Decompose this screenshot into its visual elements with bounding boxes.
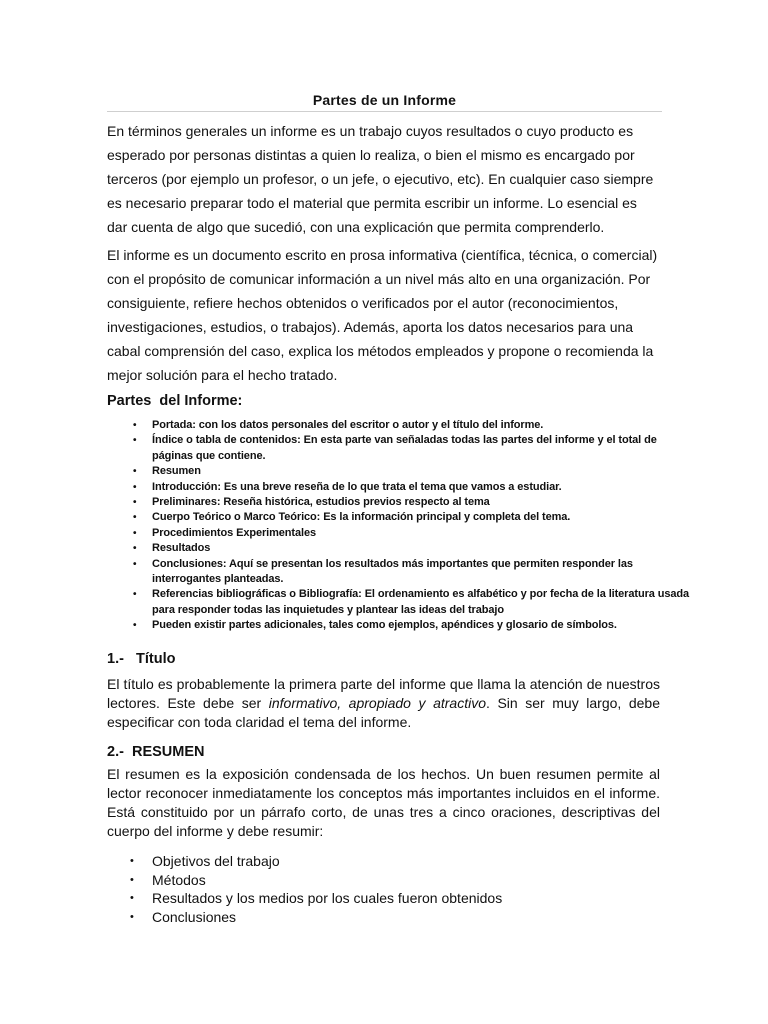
- parts-list-item-text: Preliminares: Reseña histórica, estudios previos respecto al tema: [152, 496, 490, 509]
- summary-list-item-text: Conclusiones: [152, 909, 237, 926]
- parts-list-item-text: Pueden existir partes adicionales, tales como ejemplos, apéndices y glosario de símbolos.: [152, 619, 617, 632]
- intro-paragraph-2: El informe es un documento escrito en prosa informativa (científica, técnica, o comercial) con el propósito de comunicar información a un nivel más alto en una organización. Por consiguiente, refiere hechos obtenidos o verificados por el autor (reconocimientos, investigaciones, estudios, o trabajos). Además, aporta los datos necesarios para una cabal comprensión del caso, explica los métodos empleados y propone o recomienda la mejor solución para el hecho tratado.: [107, 247, 658, 383]
- parts-list-item: [133, 433, 692, 464]
- parts-list-item-text: Conclusiones: Aquí se presentan los resultados más importantes que permiten responder las interrogantes planteadas.: [152, 557, 633, 586]
- summary-list-item: [130, 908, 502, 927]
- parts-list-item: [133, 557, 692, 588]
- section-1-text-before: El título es probablemente la primera parte del informe que llama la atención de nuestros lectores. Este debe ser: [107, 676, 660, 711]
- bullet-icon: •: [133, 620, 137, 632]
- parts-list-item: [133, 526, 692, 541]
- bullet-icon: •: [130, 855, 134, 867]
- section-2-heading: 2.- RESUMEN: [107, 744, 205, 760]
- bullet-icon: •: [133, 512, 137, 524]
- summary-list-item-text: Resultados y los medios por los cuales fueron obtenidos: [152, 890, 503, 907]
- parts-list-item-text: Resultados: [152, 542, 211, 555]
- intro-paragraph-1: En términos generales un informe es un trabajo cuyos resultados o cuyo producto es esperado por personas distintas a quien lo realiza, o bien el mismo es encargado por terceros (por ejemplo un profesor, o un jefe, o ejecutivo, etc). En cualquier caso siempre es necesario preparar todo el material que permita escribir un informe. Lo esencial es dar cuenta de algo que sucedió, con una explicación que permita comprenderlo.: [107, 123, 654, 235]
- summary-list-item-text: Objetivos del trabajo: [152, 853, 280, 869]
- bullet-icon: •: [133, 497, 137, 509]
- bullet-icon: •: [133, 589, 137, 601]
- summary-list-item: [130, 889, 503, 908]
- summary-items-list: [107, 852, 502, 927]
- parts-list-item-text: Referencias bibliográficas o Bibliografía: El ordenamiento es alfabético y por fecha de la literatura usada para responder todas las inquietudes y plantear las ideas del trabajo: [152, 588, 690, 616]
- bullet-icon: •: [133, 558, 137, 570]
- bullet-icon: •: [130, 892, 134, 905]
- section-2-paragraph: El resumen es la exposición condensada de los hechos. Un buen resumen permite al lector reconocer inmediatamente los conceptos más importantes incluidos en el informe. Está constituido por un párrafo corto, de unas tres a cinco oraciones, descriptivas del cuerpo del informe y debe resumir:: [107, 766, 660, 839]
- parts-list: [107, 418, 692, 634]
- parts-list-item: [133, 510, 692, 525]
- parts-heading: Partes del Informe:: [107, 393, 243, 409]
- page-title: Partes de un Informe: [107, 92, 662, 112]
- parts-list-item-text: Resumen: [152, 465, 201, 478]
- bullet-icon: •: [130, 873, 134, 886]
- parts-list-item: [133, 464, 692, 479]
- summary-list-item: [130, 871, 502, 890]
- section-1-paragraph: [107, 675, 660, 732]
- bullet-icon: •: [133, 543, 137, 555]
- parts-list-item-text: Índice o tabla de contenidos: En esta parte van señaladas todas las partes del informe y el total de páginas que contiene.: [152, 434, 657, 462]
- bullet-icon: •: [133, 481, 137, 493]
- parts-list-item: [133, 541, 692, 556]
- parts-list-item-text: Introducción: Es una breve reseña de lo que trata el tema que vamos a estudiar.: [152, 480, 562, 493]
- bullet-icon: •: [133, 466, 137, 478]
- summary-list-item-text: Métodos: [152, 871, 206, 888]
- parts-list-item-text: Portada: con los datos personales del escritor o autor y el título del informe.: [152, 419, 544, 431]
- parts-list-item-text: Cuerpo Teórico o Marco Teórico: Es la información principal y completa del tema.: [152, 511, 571, 524]
- bullet-icon: •: [133, 420, 137, 431]
- section-1-heading: 1.- Título: [107, 651, 176, 667]
- parts-list-item: [133, 480, 692, 495]
- summary-list-item: [130, 852, 502, 871]
- bullet-icon: •: [133, 435, 137, 447]
- section-1-text-after: . Sin ser muy largo, debe especificar con toda claridad el tema del informe.: [107, 695, 660, 730]
- parts-list-item: [133, 495, 692, 510]
- bullet-icon: •: [133, 527, 137, 539]
- bullet-icon: •: [130, 911, 134, 924]
- parts-list-item: [133, 587, 692, 618]
- section-1-text-italic: informativo, apropiado y atractivo: [268, 695, 486, 711]
- parts-list-item: [133, 418, 692, 433]
- parts-list-item: [133, 618, 692, 633]
- parts-list-item-text: Procedimientos Experimentales: [152, 526, 316, 539]
